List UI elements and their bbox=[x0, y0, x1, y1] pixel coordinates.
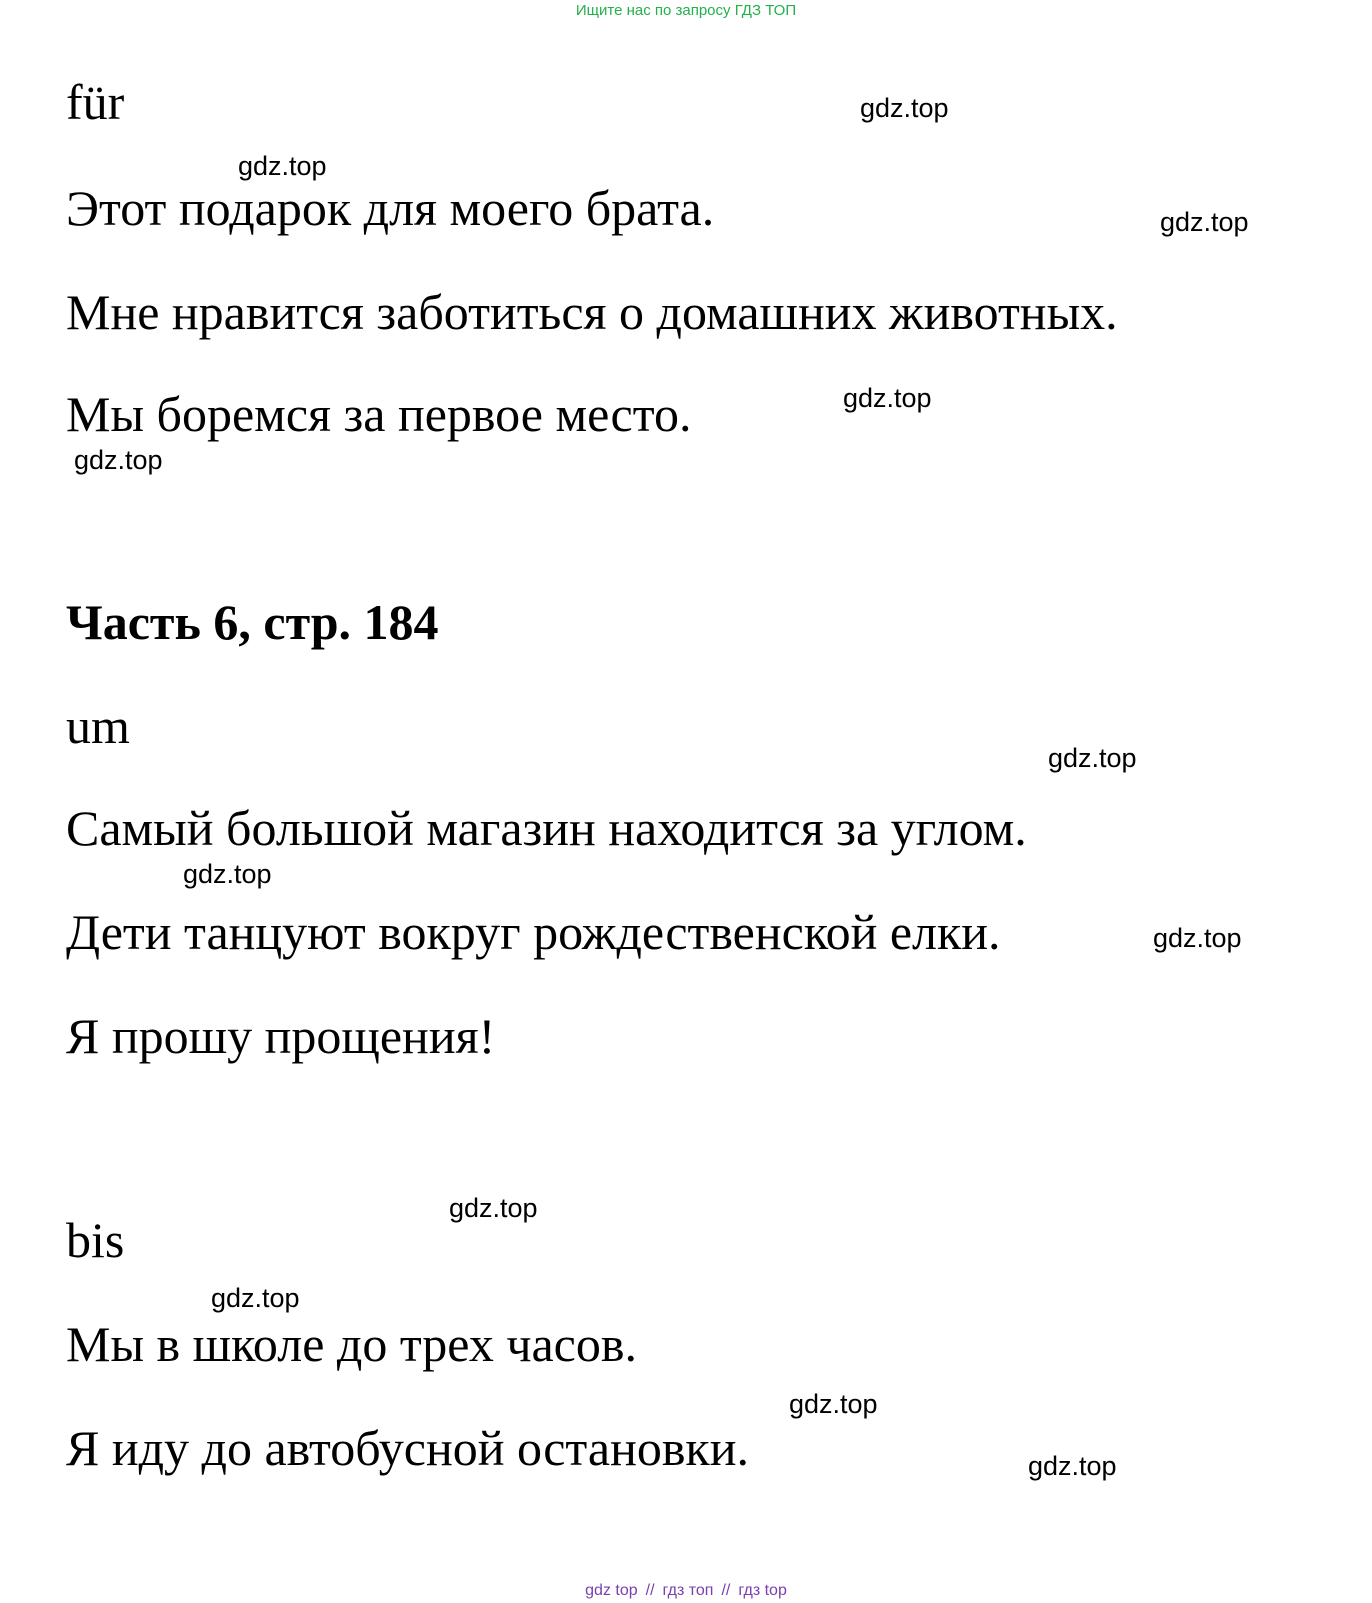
section-heading: Часть 6, стр. 184 bbox=[66, 594, 439, 650]
sentence-line: Этот подарок для моего брата. bbox=[66, 180, 715, 236]
sentence-line: Мне нравится заботиться о домашних животных. bbox=[66, 284, 1118, 340]
watermark: gdz.top bbox=[789, 1389, 878, 1419]
watermark: gdz.top bbox=[211, 1283, 300, 1313]
watermark: gdz.top bbox=[843, 383, 932, 413]
watermark: gdz.top bbox=[1153, 923, 1242, 953]
sentence-line: Я прошу прощения! bbox=[66, 1008, 496, 1064]
sentence-line: Мы боремся за первое место. bbox=[66, 386, 692, 442]
footer-separator: // bbox=[645, 1582, 655, 1599]
watermark: gdz.top bbox=[449, 1193, 538, 1223]
sentence-line: Дети танцуют вокруг рождественской елки. bbox=[66, 904, 1001, 960]
watermark: gdz.top bbox=[1160, 207, 1249, 237]
watermark: gdz.top bbox=[1028, 1451, 1117, 1481]
sentence-line: Самый большой магазин находится за углом. bbox=[66, 800, 1027, 856]
watermark: gdz.top bbox=[74, 445, 163, 475]
watermark: gdz.top bbox=[238, 151, 327, 181]
footer-link[interactable]: гдз top bbox=[738, 1582, 787, 1599]
preposition-fur: für bbox=[66, 74, 125, 130]
footer-separator: // bbox=[721, 1582, 731, 1599]
footer-links bbox=[0, 1581, 1372, 1601]
sentence-line: Мы в школе до трех часов. bbox=[66, 1316, 637, 1372]
preposition-um: um bbox=[66, 698, 130, 754]
preposition-bis: bis bbox=[66, 1212, 125, 1268]
sentence-line: Я иду до автобусной остановки. bbox=[66, 1420, 749, 1476]
watermark: gdz.top bbox=[1048, 743, 1137, 773]
footer-link[interactable]: gdz top bbox=[585, 1582, 638, 1599]
watermark: gdz.top bbox=[860, 93, 949, 123]
top-banner[interactable]: Ищите нас по запросу ГДЗ ТОП bbox=[575, 2, 797, 19]
footer-link[interactable]: гдз топ bbox=[662, 1582, 714, 1599]
watermark: gdz.top bbox=[183, 859, 272, 889]
